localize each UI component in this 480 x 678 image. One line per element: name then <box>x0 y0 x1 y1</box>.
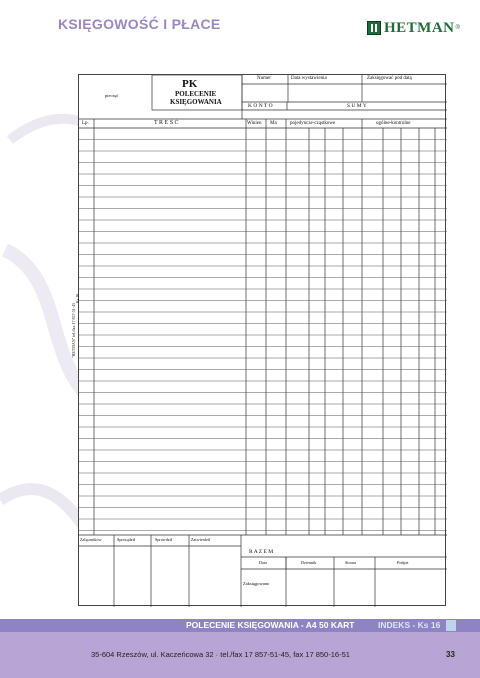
section-title: KSIĘGOWOŚĆ I PŁACE <box>58 16 221 32</box>
label-zaksiegowac: Zaksięgować pod datą <box>367 76 412 81</box>
label-numer: Numer <box>257 76 271 81</box>
label-sumy: S U M Y <box>347 103 367 109</box>
form-title-line1: POLECENIE <box>175 90 217 98</box>
page-number: 33 <box>446 650 455 659</box>
stamp-label: pieczęć <box>105 93 119 98</box>
registered-mark: ® <box>455 25 460 31</box>
label-tresc: T R E Ś Ć <box>154 120 179 126</box>
label-ogolne: ogólne-kontrolne <box>376 121 411 126</box>
label-sprawdzil: Sprawdził <box>155 537 172 542</box>
product-label: POLECENIE KSIĘGOWANIA - A4 50 KART <box>186 620 355 630</box>
index-square <box>446 620 456 631</box>
form-title-line2: KSIĘGOWANIA <box>170 98 222 106</box>
footer-address: 35-604 Rzeszów, ul. Kaczeńcowa 32 · tel./fax 17 857-51-45, fax 17 850-16-51 <box>91 650 350 659</box>
label-data-wystawienia: Data wystawienia <box>291 76 327 81</box>
label-strona: Strona <box>345 560 356 565</box>
hetman-logo <box>367 20 460 36</box>
side-text: "HETMAN" tel./fax 17 857-51-45 <box>71 302 77 359</box>
posting-order-form <box>78 74 446 606</box>
label-zalacznikow: Załączników <box>80 537 102 542</box>
label-winien: Winien <box>247 121 262 126</box>
label-ma: Ma <box>270 121 277 126</box>
hetman-logo-icon <box>367 21 381 35</box>
label-zaksiegowano: Zaksięgowano <box>243 581 270 586</box>
label-sporzadzil: Sporządził <box>117 537 135 542</box>
label-podpis: Podpis <box>397 560 409 565</box>
label-lp: Lp. <box>82 121 89 126</box>
label-konto: K O N T O <box>248 103 273 109</box>
product-index: INDEKS - Ks 16 <box>378 620 441 630</box>
label-zatwierdzil: Zatwierdził <box>191 537 211 542</box>
label-dziennik: Dziennik <box>301 560 317 565</box>
form-code: PK <box>182 78 198 90</box>
brand-name: HETMAN <box>384 19 455 36</box>
form-grid <box>79 75 447 607</box>
label-pojedyncze: pojedyncze-cząstkowe <box>290 121 336 126</box>
label-razem: R A Z E M <box>249 549 274 555</box>
side-code: Ks 16 <box>75 293 81 304</box>
label-data: Data <box>259 560 267 565</box>
